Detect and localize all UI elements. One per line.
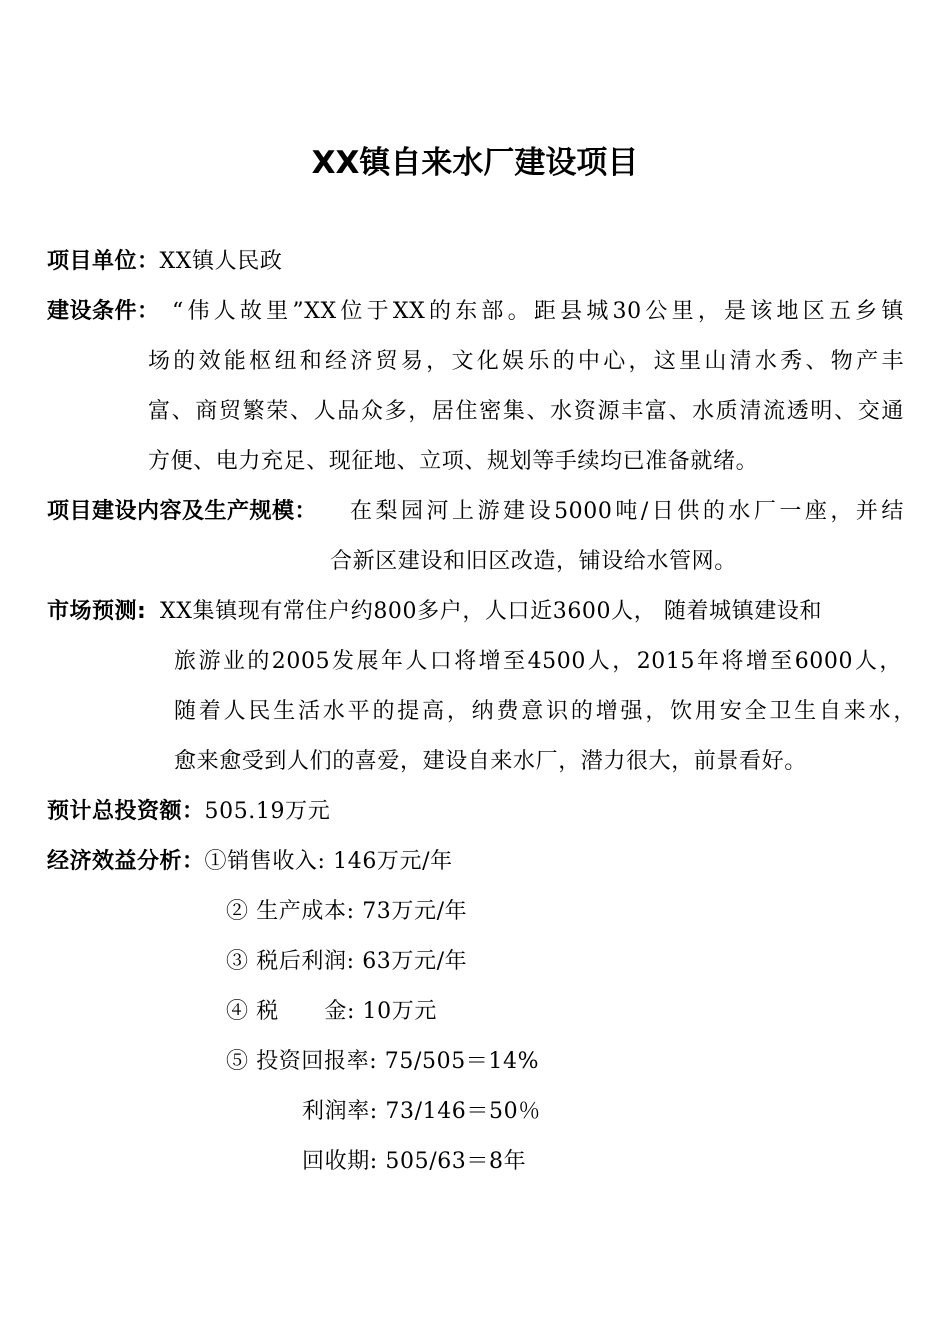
scale-line: 合新区建设和旧区改造，铺设给水管网。 — [330, 549, 737, 574]
investment-value: 505.19万元 — [204, 799, 331, 824]
benefit-item: 利润率: 73/146＝50％ — [302, 1099, 541, 1124]
scale-row — [47, 495, 317, 529]
benefit-row — [47, 845, 453, 879]
benefit-item: ⑤ 投资回报率: 75/505＝14% — [226, 1049, 540, 1074]
document-title: XX镇自来水厂建设项目 — [311, 145, 639, 181]
market-line: 旅游业的2005发展年人口将增至4500人，2015年将增至6000人， — [174, 649, 902, 674]
project-unit-label: 项目单位： — [47, 249, 160, 274]
investment-row — [47, 795, 330, 829]
investment-label: 预计总投资额： — [47, 799, 205, 824]
benefit-label: 经济效益分析： — [47, 849, 205, 874]
market-label: 市场预测: — [47, 599, 147, 624]
benefit-item: 回收期: 505/63＝8年 — [302, 1149, 527, 1174]
project-unit-value: XX镇人民政 — [159, 249, 283, 274]
scale-line: 在梨园河上游建设5000吨/日供的水厂一座，并结 — [350, 499, 904, 524]
conditions-label: 建设条件： — [47, 299, 160, 324]
scale-label: 项目建设内容及生产规模： — [47, 499, 318, 524]
market-line: XX集镇现有常住户约800多户，人口近3600人， 随着城镇建设和 — [160, 599, 823, 624]
market-row — [47, 595, 146, 629]
benefit-item: ④ 税 金: 10万元 — [226, 999, 437, 1024]
market-line: 愈来愈受到人们的喜爱，建设自来水厂，潜力很大，前景看好。 — [174, 749, 807, 774]
conditions-row — [47, 295, 160, 329]
conditions-line: 方便、电力充足、现征地、立项、规划等手续均已准备就绪。 — [148, 449, 759, 474]
benefit-item: ② 生产成本: 73万元/年 — [226, 899, 468, 924]
market-line: 随着人民生活水平的提高，纳费意识的增强，饮用安全卫生自来水， — [174, 699, 916, 724]
project-unit-row — [47, 245, 282, 279]
benefit-item: ③ 税后利润: 63万元/年 — [226, 949, 468, 974]
conditions-line: 场的效能枢纽和经济贸易，文化娱乐的中心，这里山清水秀、物产丰 — [148, 349, 904, 374]
benefit-item: ①销售收入: 146万元/年 — [204, 849, 453, 874]
conditions-line: “伟人故里”XX位于XX的东部。距县城30公里，是该地区五乡镇 — [172, 299, 904, 324]
conditions-line: 富、商贸繁荣、人品众多，居住密集、水资源丰富、水质清流透明、交通 — [148, 399, 904, 424]
